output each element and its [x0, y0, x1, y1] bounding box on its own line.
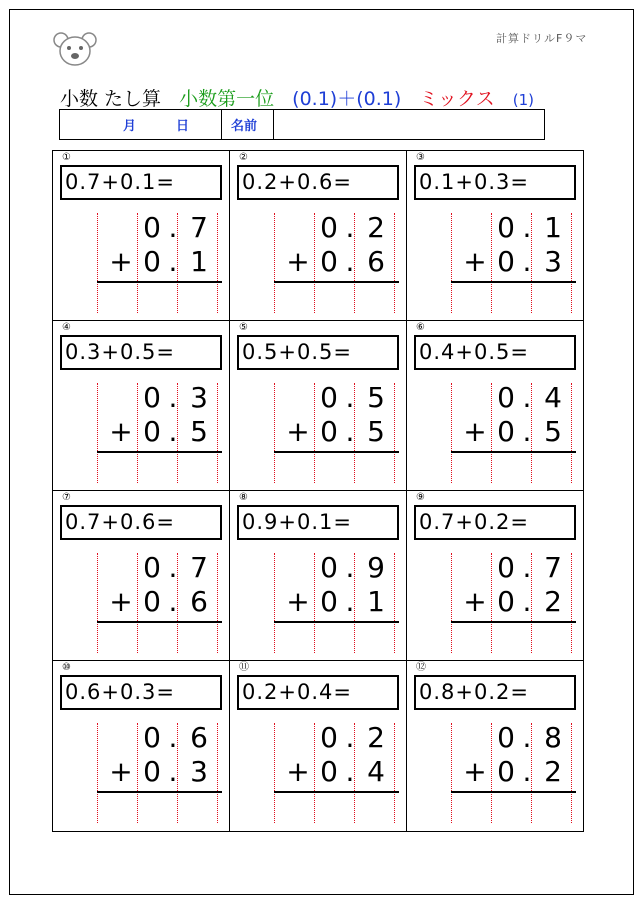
problem-number: ④: [62, 322, 71, 333]
expression-box[interactable]: 0.9+0.1=: [237, 505, 399, 540]
name-label: 名前: [222, 110, 274, 139]
expression-box[interactable]: 0.8+0.2=: [414, 675, 576, 710]
problem-cell: [407, 491, 583, 661]
top-integer-digit: 0: [497, 721, 515, 754]
top-decimal-digit: 2: [367, 721, 385, 754]
title-part-operation: 小数 たし算: [60, 88, 162, 110]
bottom-decimal-point: .: [345, 585, 355, 618]
problem-number: ⑩: [62, 662, 71, 673]
problem-grid: [52, 150, 584, 832]
top-decimal-digit: 7: [190, 551, 208, 584]
top-decimal-digit: 4: [544, 381, 562, 414]
plus-sign: +: [109, 415, 133, 448]
day-label: 日: [176, 119, 190, 134]
problem-number: ⑨: [416, 492, 425, 503]
bottom-decimal-digit: 5: [367, 415, 385, 448]
guide-line: [451, 553, 452, 653]
guide-line: [451, 723, 452, 823]
problem-cell: [53, 491, 230, 661]
problem-number: ⑫: [416, 662, 426, 673]
top-decimal-point: .: [345, 551, 355, 584]
problem-cell: [407, 661, 583, 831]
bottom-decimal-digit: 5: [544, 415, 562, 448]
bottom-integer-digit: 0: [143, 415, 161, 448]
bottom-integer-digit: 0: [497, 755, 515, 788]
guide-line: [97, 553, 98, 653]
worksheet-title: [60, 84, 536, 111]
problem-number: ③: [416, 152, 425, 163]
top-integer-digit: 0: [143, 381, 161, 414]
sum-line: [451, 451, 576, 453]
plus-sign: +: [463, 415, 487, 448]
sum-line: [274, 621, 399, 623]
expression-box[interactable]: 0.2+0.4=: [237, 675, 399, 710]
bottom-decimal-digit: 3: [544, 245, 562, 278]
plus-sign: +: [286, 245, 310, 278]
problem-number: ⑧: [239, 492, 248, 503]
bottom-decimal-point: .: [522, 415, 532, 448]
problem-cell: [230, 321, 407, 491]
bottom-decimal-digit: 6: [367, 245, 385, 278]
bottom-decimal-point: .: [345, 415, 355, 448]
title-part-mix: ミックス: [419, 88, 495, 110]
guide-line: [274, 383, 275, 483]
sum-line: [274, 451, 399, 453]
sum-line: [274, 281, 399, 283]
bottom-integer-digit: 0: [143, 585, 161, 618]
top-decimal-point: .: [168, 381, 178, 414]
guide-line: [97, 723, 98, 823]
top-decimal-digit: 5: [367, 381, 385, 414]
plus-sign: +: [286, 585, 310, 618]
bottom-integer-digit: 0: [143, 755, 161, 788]
sum-line: [97, 791, 222, 793]
bottom-integer-digit: 0: [497, 415, 515, 448]
top-decimal-digit: 7: [544, 551, 562, 584]
bottom-integer-digit: 0: [143, 245, 161, 278]
problem-cell: [230, 491, 407, 661]
top-integer-digit: 0: [497, 211, 515, 244]
top-decimal-point: .: [168, 211, 178, 244]
title-part-level: 小数第一位: [179, 88, 275, 110]
guide-line: [274, 553, 275, 653]
top-decimal-point: .: [522, 551, 532, 584]
bottom-decimal-point: .: [345, 245, 355, 278]
bottom-decimal-digit: 1: [367, 585, 385, 618]
problem-cell: [407, 321, 583, 491]
plus-sign: +: [286, 755, 310, 788]
guide-line: [97, 383, 98, 483]
bottom-integer-digit: 0: [497, 585, 515, 618]
guide-line: [451, 383, 452, 483]
month-label: 月: [123, 119, 137, 134]
top-decimal-digit: 6: [190, 721, 208, 754]
guide-line: [274, 723, 275, 823]
guide-line: [274, 213, 275, 313]
guide-line: [451, 213, 452, 313]
bear-mascot-icon: [52, 31, 98, 67]
bottom-decimal-point: .: [522, 245, 532, 278]
bottom-decimal-point: .: [168, 585, 178, 618]
plus-sign: +: [109, 585, 133, 618]
bottom-decimal-digit: 6: [190, 585, 208, 618]
top-decimal-point: .: [345, 211, 355, 244]
drill-name: 計算ドリルF９マ: [496, 32, 588, 45]
top-decimal-point: .: [522, 721, 532, 754]
problem-number: ⑤: [239, 322, 248, 333]
top-decimal-digit: 1: [544, 211, 562, 244]
top-decimal-digit: 2: [367, 211, 385, 244]
top-decimal-digit: 8: [544, 721, 562, 754]
top-integer-digit: 0: [497, 551, 515, 584]
plus-sign: +: [286, 415, 310, 448]
bottom-integer-digit: 0: [320, 585, 338, 618]
bottom-decimal-digit: 1: [190, 245, 208, 278]
expression-box[interactable]: 0.7+0.1=: [60, 165, 222, 200]
top-integer-digit: 0: [320, 721, 338, 754]
problem-cell: [407, 151, 583, 321]
bottom-decimal-point: .: [522, 585, 532, 618]
expression-box[interactable]: 0.2+0.6=: [237, 165, 399, 200]
sum-line: [451, 791, 576, 793]
bottom-decimal-digit: 4: [367, 755, 385, 788]
date-field[interactable]: [60, 110, 222, 139]
plus-sign: +: [109, 755, 133, 788]
expression-box[interactable]: 0.7+0.2=: [414, 505, 576, 540]
top-integer-digit: 0: [143, 721, 161, 754]
bottom-integer-digit: 0: [320, 755, 338, 788]
problem-number: ②: [239, 152, 248, 163]
bottom-decimal-point: .: [168, 415, 178, 448]
top-integer-digit: 0: [143, 211, 161, 244]
name-field[interactable]: [274, 110, 544, 139]
top-decimal-point: .: [345, 381, 355, 414]
bottom-integer-digit: 0: [320, 415, 338, 448]
top-decimal-point: .: [168, 551, 178, 584]
expression-box[interactable]: 0.5+0.5=: [237, 335, 399, 370]
plus-sign: +: [463, 755, 487, 788]
title-part-pattern: (0.1)＋(0.1): [292, 88, 402, 110]
date-name-row: [59, 109, 545, 140]
bottom-decimal-point: .: [168, 755, 178, 788]
problem-number: ⑪: [239, 662, 249, 673]
problem-number: ①: [62, 152, 71, 163]
title-part-number: (1): [512, 91, 535, 109]
top-integer-digit: 0: [320, 551, 338, 584]
plus-sign: +: [463, 245, 487, 278]
problem-cell: [53, 321, 230, 491]
bottom-decimal-digit: 2: [544, 755, 562, 788]
top-decimal-point: .: [168, 721, 178, 754]
sum-line: [274, 791, 399, 793]
top-decimal-digit: 3: [190, 381, 208, 414]
sum-line: [97, 281, 222, 283]
top-decimal-point: .: [522, 211, 532, 244]
top-decimal-point: .: [345, 721, 355, 754]
problem-cell: [53, 151, 230, 321]
sum-line: [451, 281, 576, 283]
top-decimal-point: .: [522, 381, 532, 414]
expression-box[interactable]: 0.6+0.3=: [60, 675, 222, 710]
sum-line: [97, 451, 222, 453]
bottom-decimal-digit: 5: [190, 415, 208, 448]
expression-box[interactable]: 0.4+0.5=: [414, 335, 576, 370]
top-decimal-digit: 9: [367, 551, 385, 584]
top-integer-digit: 0: [497, 381, 515, 414]
expression-box[interactable]: 0.7+0.6=: [60, 505, 222, 540]
problem-cell: [53, 661, 230, 831]
bottom-decimal-point: .: [522, 755, 532, 788]
problem-number: ⑦: [62, 492, 71, 503]
bottom-decimal-point: .: [168, 245, 178, 278]
bottom-decimal-point: .: [345, 755, 355, 788]
sum-line: [451, 621, 576, 623]
problem-number: ⑥: [416, 322, 425, 333]
top-integer-digit: 0: [143, 551, 161, 584]
plus-sign: +: [463, 585, 487, 618]
expression-box[interactable]: 0.1+0.3=: [414, 165, 576, 200]
top-integer-digit: 0: [320, 211, 338, 244]
problem-cell: [230, 151, 407, 321]
expression-box[interactable]: 0.3+0.5=: [60, 335, 222, 370]
top-integer-digit: 0: [320, 381, 338, 414]
top-decimal-digit: 7: [190, 211, 208, 244]
bottom-decimal-digit: 3: [190, 755, 208, 788]
plus-sign: +: [109, 245, 133, 278]
guide-line: [97, 213, 98, 313]
bottom-decimal-digit: 2: [544, 585, 562, 618]
bottom-integer-digit: 0: [497, 245, 515, 278]
bottom-integer-digit: 0: [320, 245, 338, 278]
problem-cell: [230, 661, 407, 831]
sum-line: [97, 621, 222, 623]
